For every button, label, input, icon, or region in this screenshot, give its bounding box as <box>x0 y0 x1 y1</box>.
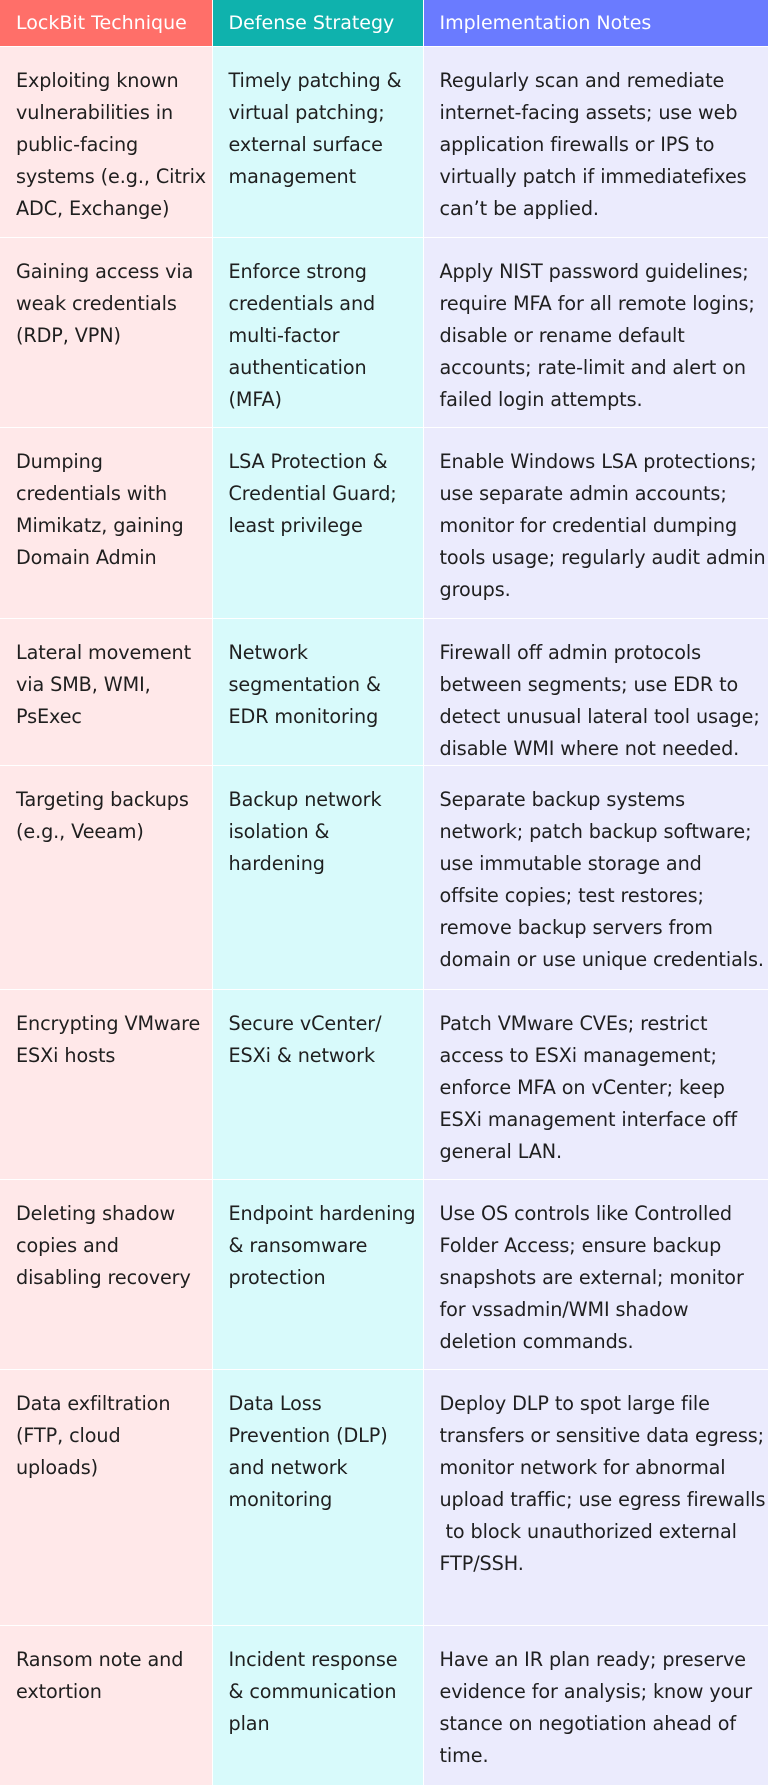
notes-text-line: upload traffic; use egress firewalls <box>439 1487 766 1511</box>
technique-text-line: extortion <box>16 1679 102 1703</box>
notes-text-line: remove backup servers from <box>439 915 713 939</box>
defense-text-line: Timely patching & <box>228 68 402 92</box>
header-defense: Defense Strategy <box>212 0 423 46</box>
notes-text-line: internet-facing assets; use web <box>439 100 738 124</box>
defense-text-line: Incident response <box>228 1647 398 1671</box>
cell-technique <box>0 989 212 1179</box>
technique-text-line: Exploiting known <box>16 68 179 92</box>
notes-text-line: disable WMI where not needed. <box>439 736 740 760</box>
technique-text-line: credentials with <box>16 481 168 505</box>
cell-notes <box>423 427 768 618</box>
notes-text-line: transfers or sensitive data egress; <box>439 1423 765 1447</box>
cell-notes <box>423 765 768 989</box>
notes-text-line: Regularly scan and remediate <box>439 68 725 92</box>
notes-text-line: Firewall off admin protocols <box>439 640 701 664</box>
technique-text-line: weak credentials <box>16 291 177 315</box>
table-row <box>0 618 768 765</box>
cell-technique <box>0 765 212 989</box>
notes-text-line: use separate admin accounts; <box>439 481 727 505</box>
table-row <box>0 1179 768 1369</box>
notes-text-line: require MFA for all remote logins; <box>439 291 755 315</box>
cell-defense <box>212 46 423 237</box>
cell-defense <box>212 1625 423 1785</box>
table-row <box>0 989 768 1179</box>
technique-text-line: PsExec <box>16 704 82 728</box>
defense-text-line: multi-factor <box>228 323 340 347</box>
notes-text-line: Have an IR plan ready; preserve <box>439 1647 746 1671</box>
table-row <box>0 1625 768 1785</box>
defense-text-line: Data Loss <box>228 1391 322 1415</box>
technique-text-line: Data exfiltration <box>16 1391 171 1415</box>
notes-text-line: domain or use unique credentials. <box>439 947 764 971</box>
notes-text-line: Separate backup systems <box>439 787 686 811</box>
cell-notes <box>423 618 768 765</box>
defense-text-line: LSA Protection & <box>228 449 388 473</box>
table-row <box>0 46 768 237</box>
notes-text-line: virtually patch if immediatefixes <box>439 164 747 188</box>
cell-technique <box>0 237 212 427</box>
defense-text-line: & ransomware <box>228 1233 368 1257</box>
technique-text-line: Lateral movement <box>16 640 192 664</box>
technique-text-line: copies and <box>16 1233 119 1257</box>
cell-notes <box>423 46 768 237</box>
defense-text-line: protection <box>228 1265 326 1289</box>
notes-text-line: Apply NIST password guidelines; <box>439 259 749 283</box>
technique-text-line: Encrypting VMware <box>16 1011 201 1035</box>
defense-text-line: monitoring <box>228 1487 333 1511</box>
technique-text-line: Targeting backups <box>16 787 189 811</box>
notes-text-line: general LAN. <box>439 1139 563 1163</box>
cell-technique <box>0 618 212 765</box>
notes-text-line: for vssadmin/WMI shadow <box>439 1297 689 1321</box>
technique-text-line: systems (e.g., Citrix <box>16 164 207 188</box>
defense-text-line: isolation & <box>228 819 330 843</box>
technique-text-line: (FTP, cloud <box>16 1423 121 1447</box>
cell-technique <box>0 1369 212 1625</box>
notes-text-line: evidence for analysis; know your <box>439 1679 753 1703</box>
technique-text-line: Gaining access via <box>16 259 194 283</box>
table-row <box>0 1369 768 1625</box>
notes-text-line: Patch VMware CVEs; restrict <box>439 1011 708 1035</box>
cell-notes <box>423 237 768 427</box>
notes-text-line: application firewalls or IPS to <box>439 132 715 156</box>
cell-technique <box>0 1625 212 1785</box>
notes-text-line: groups. <box>439 577 511 601</box>
technique-text-line: ADC, Exchange) <box>16 196 170 220</box>
defense-text-line: & communication <box>228 1679 397 1703</box>
table-row <box>0 427 768 618</box>
cell-technique <box>0 427 212 618</box>
defense-text-line: Secure vCenter/ <box>228 1011 382 1035</box>
notes-text-line: Enable Windows LSA protections; <box>439 449 757 473</box>
cell-defense <box>212 1179 423 1369</box>
notes-text-line: FTP/SSH. <box>439 1551 524 1575</box>
cell-defense <box>212 1369 423 1625</box>
defense-text-line: Prevention (DLP) <box>228 1423 388 1447</box>
notes-text-line: tools usage; regularly audit admin <box>439 545 766 569</box>
notes-text-line: network; patch backup software; <box>439 819 752 843</box>
technique-text-line: uploads) <box>16 1455 99 1479</box>
notes-text-line: Deploy DLP to spot large file <box>439 1391 710 1415</box>
technique-text-line: Domain Admin <box>16 545 157 569</box>
notes-text-line: detect unusual lateral tool usage; <box>439 704 760 728</box>
defense-text-line: least privilege <box>228 513 363 537</box>
header-row <box>0 0 768 46</box>
cell-defense <box>212 765 423 989</box>
defense-text-line: authentication <box>228 355 367 379</box>
cell-technique <box>0 1179 212 1369</box>
technique-text-line: vulnerabilities in <box>16 100 174 124</box>
notes-text-line: deletion commands. <box>439 1329 634 1353</box>
notes-text-line: snapshots are external; monitor <box>439 1265 744 1289</box>
technique-text-line: public-facing <box>16 132 139 156</box>
cell-defense <box>212 427 423 618</box>
technique-text-line: ESXi hosts <box>16 1043 116 1067</box>
table-row <box>0 237 768 427</box>
notes-text-line: offsite copies; test restores; <box>439 883 704 907</box>
defense-text-line: Network <box>228 640 308 664</box>
technique-text-line: disabling recovery <box>16 1265 191 1289</box>
notes-text-line: between segments; use EDR to <box>439 672 739 696</box>
technique-text-line: (e.g., Veeam) <box>16 819 144 843</box>
table-row <box>0 765 768 989</box>
defense-text-line: credentials and <box>228 291 376 315</box>
cell-defense <box>212 237 423 427</box>
notes-text-line: can’t be applied. <box>439 196 599 220</box>
technique-text-line: Ransom note and <box>16 1647 184 1671</box>
cell-defense <box>212 989 423 1179</box>
technique-text-line: Dumping <box>16 449 103 473</box>
notes-text-line: monitor network for abnormal <box>439 1455 726 1479</box>
defense-text-line: plan <box>228 1711 270 1735</box>
defense-text-line: segmentation & <box>228 672 381 696</box>
notes-text-line: stance on negotiation ahead of <box>439 1711 736 1735</box>
notes-text-line: failed login attempts. <box>439 387 643 411</box>
technique-text-line: Deleting shadow <box>16 1201 176 1225</box>
defense-text-line: Backup network <box>228 787 382 811</box>
notes-text-line: to block unauthorized external <box>439 1519 737 1543</box>
notes-text-line: disable or rename default <box>439 323 685 347</box>
defense-text-line: external surface <box>228 132 383 156</box>
defense-text-line: Enforce strong <box>228 259 367 283</box>
cell-technique <box>0 46 212 237</box>
notes-text-line: accounts; rate-limit and alert on <box>439 355 746 379</box>
defense-text-line: and network <box>228 1455 348 1479</box>
technique-text-line: Mimikatz, gaining <box>16 513 184 537</box>
defense-text-line: EDR monitoring <box>228 704 379 728</box>
defense-text-line: hardening <box>228 851 325 875</box>
notes-text-line: enforce MFA on vCenter; keep <box>439 1075 725 1099</box>
notes-text-line: time. <box>439 1743 489 1767</box>
defense-text-line: management <box>228 164 357 188</box>
defense-text-line: ESXi & network <box>228 1043 375 1067</box>
defense-text-line: Endpoint hardening <box>228 1201 416 1225</box>
notes-text-line: monitor for credential dumping <box>439 513 738 537</box>
notes-text-line: access to ESXi management; <box>439 1043 717 1067</box>
header-technique: LockBit Technique <box>0 0 212 46</box>
cell-defense <box>212 618 423 765</box>
notes-text-line: use immutable storage and <box>439 851 702 875</box>
notes-text-line: Use OS controls like Controlled <box>439 1201 732 1225</box>
cell-notes <box>423 1179 768 1369</box>
table-body <box>0 46 768 1785</box>
defense-text-line: Credential Guard; <box>228 481 397 505</box>
technique-text-line: via SMB, WMI, <box>16 672 151 696</box>
cell-notes <box>423 989 768 1179</box>
defense-text-line: (MFA) <box>228 387 282 411</box>
notes-text-line: ESXi management interface off <box>439 1107 738 1131</box>
technique-text-line: (RDP, VPN) <box>16 323 121 347</box>
notes-text-line: Folder Access; ensure backup <box>439 1233 722 1257</box>
cell-notes <box>423 1625 768 1785</box>
cell-notes <box>423 1369 768 1625</box>
defense-text-line: virtual patching; <box>228 100 385 124</box>
header-notes: Implementation Notes <box>423 0 768 46</box>
